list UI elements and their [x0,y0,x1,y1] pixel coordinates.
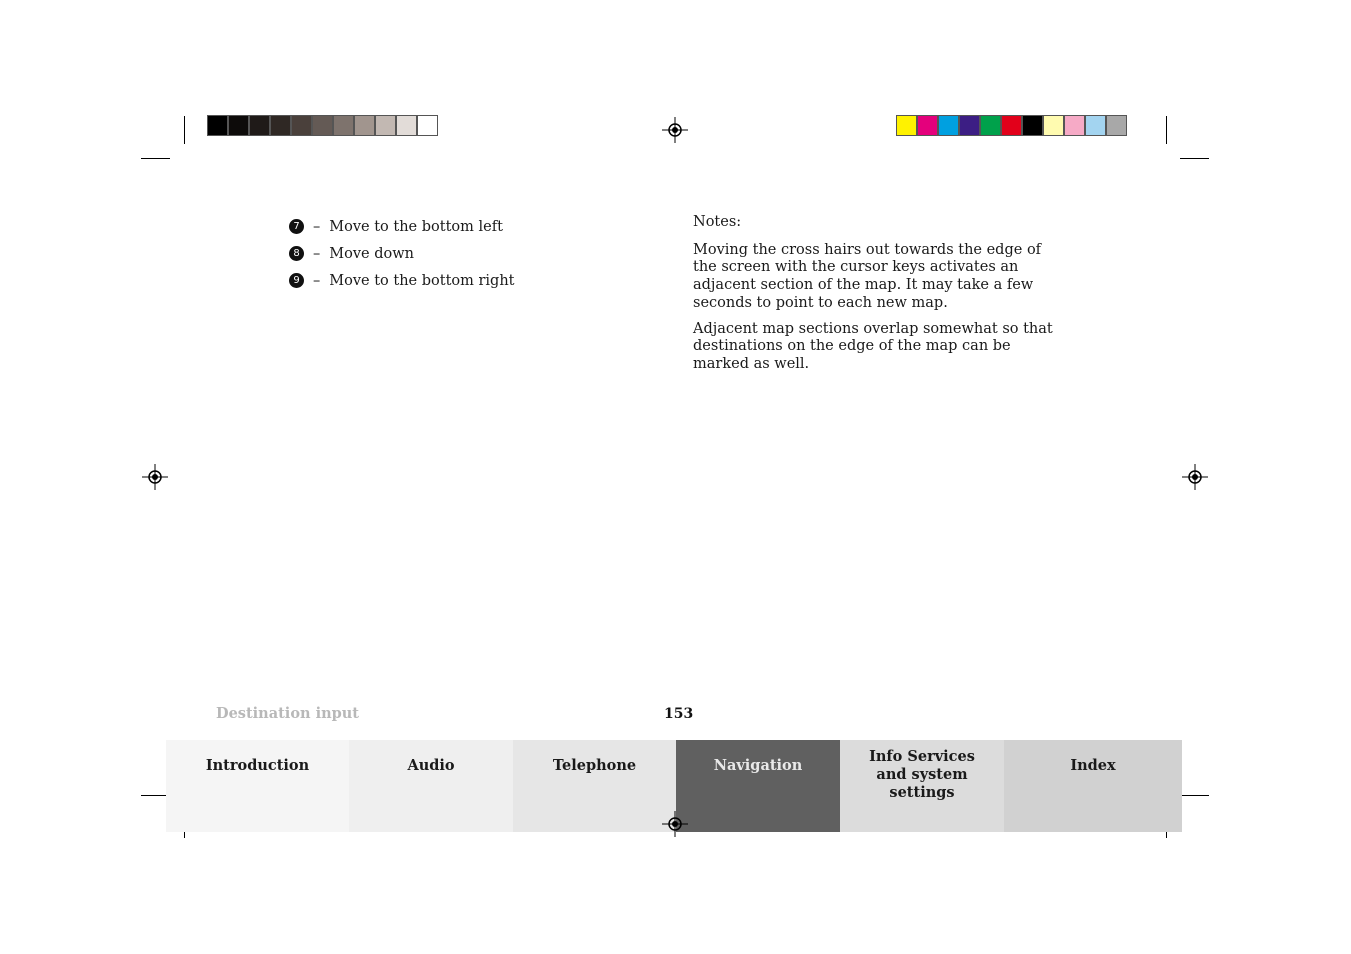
gray-swatch [375,115,396,136]
page-number: 153 [664,706,694,722]
color-swatch [1022,115,1043,136]
tab-label: Audio [407,757,455,774]
gray-swatch [396,115,417,136]
step-text: Move to the bottom right [329,272,515,289]
tab-info-services[interactable] [840,740,1004,832]
tab-label: Index [1070,757,1116,774]
step-number: 7 [289,219,304,234]
color-swatch [1043,115,1064,136]
color-bar [896,115,1127,137]
step-dash: – [313,272,321,289]
list-item [289,267,515,294]
color-swatch [917,115,938,136]
crop-mark [1180,158,1209,159]
notes-section [693,214,1053,382]
step-dash: – [313,245,321,262]
tab-label: Navigation [713,757,803,774]
gray-swatch [249,115,270,136]
registration-mark-icon [662,811,688,837]
list-item [289,240,515,267]
notes-paragraph: Adjacent map sections overlap somewhat so that destinations on the edge of the map can be marked as well. [693,320,1053,372]
color-swatch [896,115,917,136]
crop-mark [1180,795,1209,796]
registration-mark-icon [1182,464,1208,490]
tab-audio[interactable] [349,740,513,832]
tab-index[interactable] [1004,740,1182,832]
color-swatch [938,115,959,136]
step-number: 9 [289,273,304,288]
gray-swatch [354,115,375,136]
gray-swatch [270,115,291,136]
tab-telephone[interactable] [513,740,676,832]
color-swatch [1001,115,1022,136]
registration-mark-icon [142,464,168,490]
tab-label: Info Services and system settings [869,748,975,801]
step-text: Move to the bottom left [329,218,503,235]
crop-mark [141,158,170,159]
color-swatch [980,115,1001,136]
section-label: Destination input [216,705,360,722]
notes-heading: Notes: [693,214,742,230]
gray-swatch [417,115,438,136]
color-swatch [1106,115,1127,136]
registration-mark-icon [662,117,688,143]
grayscale-bar [207,115,438,137]
list-item [289,213,515,240]
step-number: 8 [289,246,304,261]
color-swatch [1085,115,1106,136]
crop-mark [184,116,185,144]
color-swatch [1064,115,1085,136]
tab-introduction[interactable] [166,740,349,832]
gray-swatch [312,115,333,136]
step-dash: – [313,218,321,235]
color-swatch [959,115,980,136]
gray-swatch [291,115,312,136]
gray-swatch [333,115,354,136]
notes-paragraph: Moving the cross hairs out towards the edge of the screen with the cursor keys activates an adjacent section of the map. It may take a few seconds to point to each new map. [693,241,1042,311]
tab-label: Telephone [552,757,637,774]
tab-label: Introduction [205,757,310,774]
step-text: Move down [329,245,414,262]
cursor-step-list [289,213,515,294]
crop-mark [1166,116,1167,144]
tab-navigation[interactable] [676,740,840,832]
gray-swatch [228,115,249,136]
gray-swatch [207,115,228,136]
